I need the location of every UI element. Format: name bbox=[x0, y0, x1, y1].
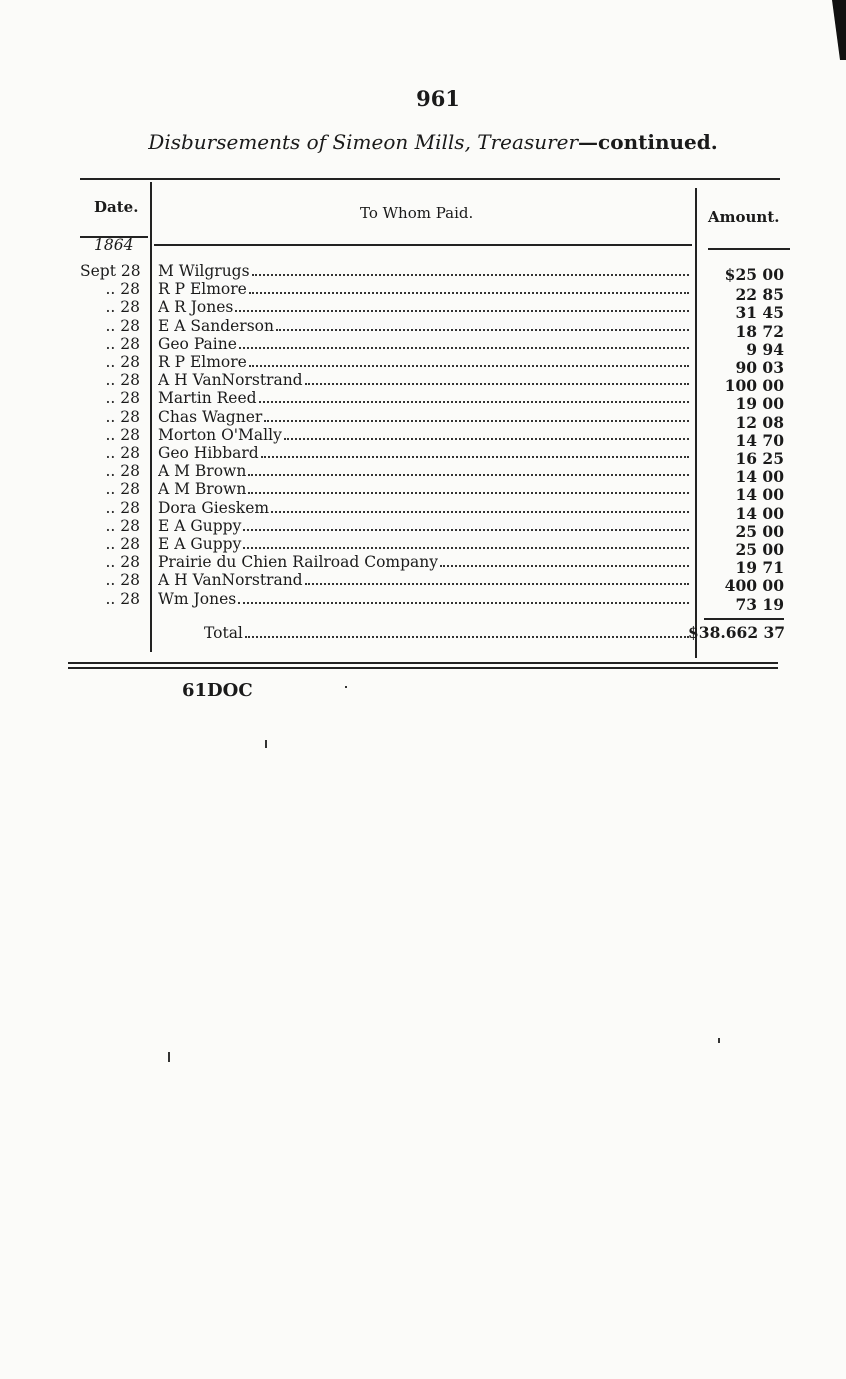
table-row bbox=[80, 498, 784, 523]
table-row bbox=[80, 553, 784, 578]
table-row bbox=[80, 589, 784, 614]
row-date: .. 28 bbox=[105, 280, 140, 299]
total-label: Total bbox=[204, 624, 243, 642]
table-row bbox=[80, 444, 784, 468]
row-amount: 400 00 bbox=[724, 576, 784, 596]
row-payee-name: Martin Reed bbox=[158, 389, 257, 408]
heading-title: Disbursements of Simeon Mills, Treasurer bbox=[148, 130, 579, 154]
row-payee bbox=[158, 389, 692, 407]
row-payee-name: Chas Wagner bbox=[158, 407, 263, 426]
row-payee-name: Geo Hibbard bbox=[158, 444, 259, 462]
row-payee bbox=[158, 371, 692, 389]
row-payee-name: Morton O'Mally bbox=[158, 425, 282, 444]
row-payee bbox=[158, 517, 692, 535]
row-amount: 14 00 bbox=[735, 467, 784, 487]
row-amount: 25 00 bbox=[735, 540, 784, 559]
row-payee bbox=[158, 553, 692, 571]
row-payee-name: R P Elmore bbox=[158, 280, 247, 299]
table-bottom-rule-2 bbox=[68, 667, 778, 669]
table-row bbox=[80, 516, 784, 541]
row-payee-name: M Wilgrugs bbox=[158, 262, 250, 280]
table-row bbox=[80, 571, 784, 596]
row-date: .. 28 bbox=[105, 462, 140, 481]
total-amount: $38.662 37 bbox=[688, 623, 786, 642]
row-amount: 90 03 bbox=[735, 358, 784, 377]
table-row bbox=[80, 371, 784, 396]
row-amount: 19 00 bbox=[735, 394, 784, 414]
disbursement-table bbox=[80, 178, 786, 668]
row-payee bbox=[158, 590, 692, 608]
header-payee: To Whom Paid. bbox=[360, 204, 474, 222]
row-amount: 16 25 bbox=[735, 449, 784, 468]
row-payee-name: E A Guppy bbox=[158, 516, 242, 535]
row-amount: 12 08 bbox=[735, 412, 784, 432]
row-payee-name: E A Guppy bbox=[158, 535, 242, 553]
table-row bbox=[80, 334, 784, 359]
row-payee-name: Wm Jones bbox=[158, 589, 237, 608]
header-amount: Amount. bbox=[708, 208, 780, 226]
row-amount: 14 70 bbox=[735, 430, 784, 450]
row-date: .. 28 bbox=[105, 553, 140, 572]
row-amount: 9 94 bbox=[746, 339, 784, 359]
total-rule-amount bbox=[704, 618, 784, 620]
row-date: .. 28 bbox=[105, 407, 140, 426]
row-payee bbox=[158, 335, 692, 353]
header-date: Date. bbox=[94, 198, 139, 216]
table-row bbox=[80, 389, 784, 414]
scan-speck bbox=[265, 740, 267, 748]
row-payee-name: A R Jones bbox=[158, 298, 234, 317]
row-payee bbox=[158, 480, 692, 498]
row-date: .. 28 bbox=[105, 371, 140, 390]
table-row bbox=[80, 407, 784, 432]
document-reference: 61DOC bbox=[182, 680, 253, 701]
row-payee bbox=[158, 298, 692, 316]
row-payee-name: Prairie du Chien Railroad Company bbox=[158, 553, 439, 572]
row-payee-name: E A Sanderson bbox=[158, 316, 274, 335]
row-payee-name: A M Brown bbox=[158, 462, 247, 481]
row-date: .. 28 bbox=[105, 571, 140, 590]
table-row bbox=[80, 462, 784, 487]
row-date: .. 28 bbox=[105, 498, 140, 517]
row-payee bbox=[158, 444, 692, 462]
table-row bbox=[80, 353, 784, 377]
table-row bbox=[80, 298, 784, 323]
row-payee bbox=[158, 262, 692, 280]
heading-continued: —continued. bbox=[578, 130, 718, 154]
row-date: .. 28 bbox=[105, 480, 140, 499]
row-date: .. 28 bbox=[105, 334, 140, 353]
table-bottom-rule-1 bbox=[68, 662, 778, 664]
row-amount: 14 00 bbox=[735, 485, 784, 505]
table-top-rule bbox=[80, 178, 780, 180]
scan-speck bbox=[718, 1038, 720, 1043]
row-payee bbox=[158, 353, 692, 371]
row-amount: $25 00 bbox=[724, 265, 784, 284]
row-amount: 100 00 bbox=[724, 376, 784, 396]
table-row bbox=[80, 262, 784, 284]
row-date: .. 28 bbox=[105, 316, 140, 335]
row-amount: 31 45 bbox=[735, 303, 784, 323]
row-amount: 19 71 bbox=[735, 558, 784, 578]
row-payee bbox=[158, 571, 692, 589]
row-amount: 22 85 bbox=[735, 285, 784, 305]
row-payee bbox=[158, 499, 692, 517]
year-label: 1864 bbox=[94, 236, 134, 254]
row-payee-name: Geo Paine bbox=[158, 334, 237, 353]
table-row bbox=[80, 316, 784, 341]
row-payee bbox=[158, 280, 692, 298]
scan-speck bbox=[168, 1052, 170, 1062]
table-row bbox=[80, 280, 784, 305]
row-payee-name: R P Elmore bbox=[158, 353, 247, 371]
row-payee-name: A H VanNorstrand bbox=[158, 571, 303, 590]
table-row bbox=[80, 480, 784, 505]
row-date: Sept 28 bbox=[80, 262, 141, 280]
page-number: 961 bbox=[416, 86, 460, 111]
row-payee bbox=[158, 426, 692, 444]
row-date: .. 28 bbox=[105, 298, 140, 317]
page-edge-mark bbox=[826, 0, 846, 60]
row-amount: 73 19 bbox=[735, 594, 784, 614]
row-date: .. 28 bbox=[105, 516, 140, 535]
payee-header-rule bbox=[154, 244, 692, 246]
scan-speck bbox=[345, 686, 347, 688]
row-payee bbox=[158, 535, 692, 553]
amount-header-rule bbox=[708, 248, 790, 250]
row-payee-name: A H VanNorstrand bbox=[158, 371, 303, 390]
table-row bbox=[80, 535, 784, 559]
row-date: .. 28 bbox=[105, 389, 140, 408]
row-date: .. 28 bbox=[105, 444, 140, 462]
row-payee-name: A M Brown bbox=[158, 480, 247, 499]
row-payee-name: Dora Gieskem bbox=[158, 498, 270, 517]
row-amount: 25 00 bbox=[735, 521, 784, 541]
row-payee bbox=[158, 462, 692, 480]
table-row bbox=[80, 425, 784, 450]
row-amount: 18 72 bbox=[735, 321, 784, 341]
row-payee bbox=[158, 317, 692, 335]
row-date: .. 28 bbox=[105, 535, 140, 553]
row-date: .. 28 bbox=[105, 425, 140, 444]
row-date: .. 28 bbox=[105, 353, 140, 371]
row-date: .. 28 bbox=[105, 589, 140, 608]
row-amount: 14 00 bbox=[735, 503, 784, 523]
row-payee bbox=[158, 408, 692, 426]
page-heading bbox=[0, 130, 846, 154]
